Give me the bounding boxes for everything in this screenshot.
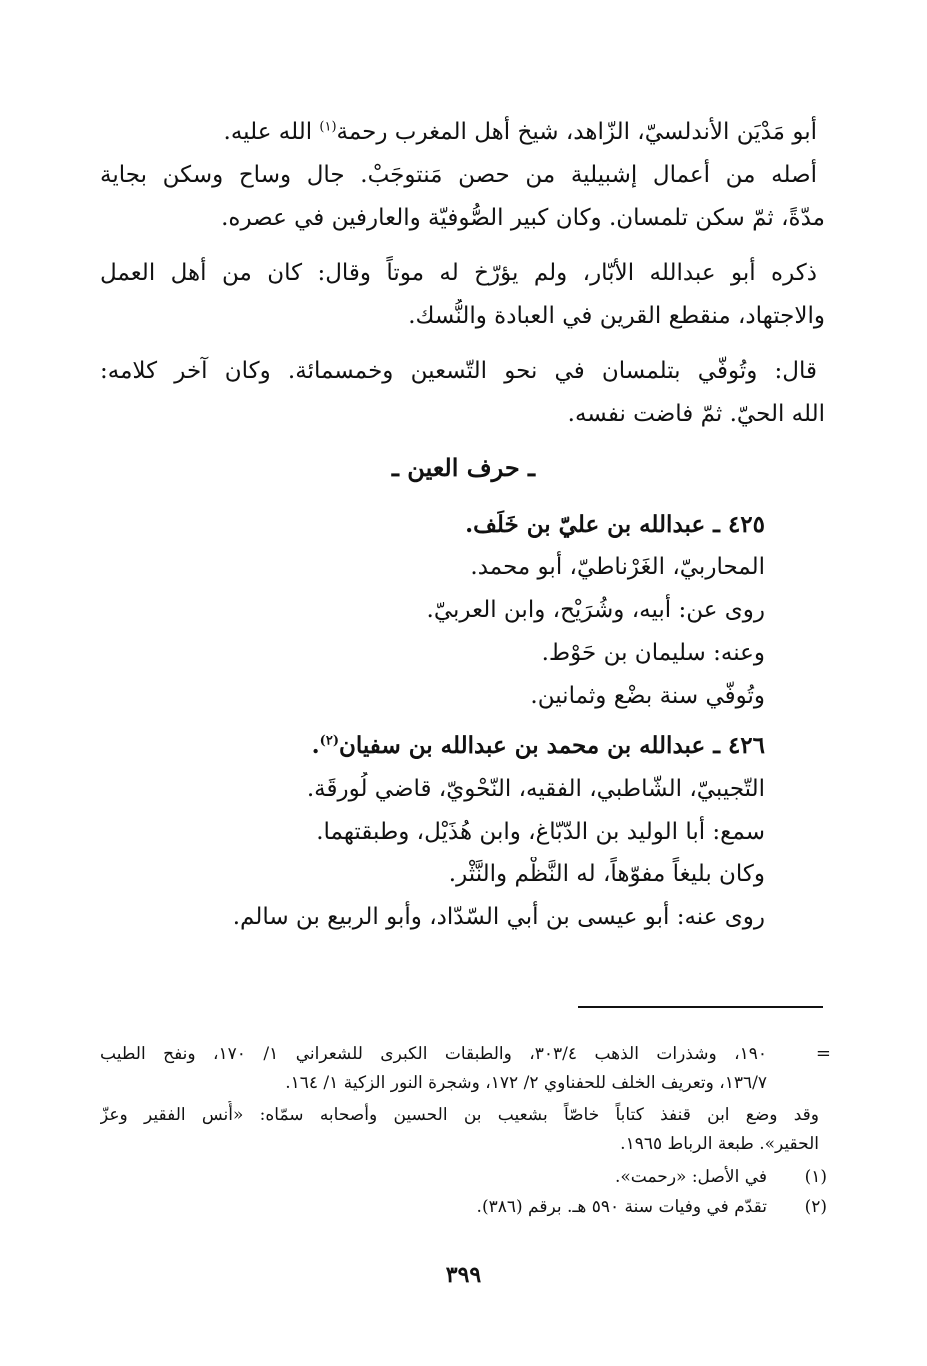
- paragraph-2-line-1: أصله من أعمال إشبيلية من حصن مَنتوجَبْ. جال وساح وسكن بجاية: [100, 162, 817, 188]
- footnote-continuation-line-3: وقد وضع ابن قنفذ كتاباً خاصّاً بشعيب بن الحسين وأصحابه سمّاه: «أُنس الفقير وعزّ: [100, 1105, 819, 1125]
- footnote-ref-1: (١): [319, 119, 337, 135]
- footnote-2-number: (٢): [804, 1197, 827, 1217]
- entry-425-line-2: روى عن: أبيه، وشُرَيْح، وابن العربيّ.: [426, 597, 765, 623]
- footnote-continuation-line-4: الحقير». طبعة الرباط ١٩٦٥.: [620, 1134, 819, 1154]
- entry-426-line-1: التّجيبيّ، الشّاطبي، الفقيه، النّحْويّ، قاضي لُورقَة.: [306, 776, 765, 802]
- paragraph-1-line-1: [100, 115, 817, 149]
- footnote-2-text: تقدّم في وفيات سنة ٥٩٠ هـ. برقم (٣٨٦).: [476, 1197, 767, 1217]
- entry-425-line-3: وعنه: سليمان بن حَوْط.: [541, 640, 765, 666]
- entry-426-line-3: وكان بليغاً مفوّهاً، له النَّظْم والنَّثْر.: [448, 861, 765, 887]
- footnote-ref-2: (٢): [319, 733, 339, 749]
- text: أبو مَدْيَن الأندلسيّ، الزّاهد، شيخ أهل المغرب رحمة: [336, 119, 817, 145]
- footnote-separator: [578, 1006, 823, 1008]
- text: .: [311, 732, 320, 759]
- paragraph-4-line-1: قال: وتُوفّي بتلمسان في نحو التّسعين وخمسمائة. وكان آخر كلامه:: [100, 358, 817, 384]
- text: ٤٢٦ ـ عبدالله بن محمد بن عبدالله بن سفيان: [338, 732, 765, 759]
- text: الله عليه.: [223, 119, 320, 145]
- entry-425-title: ٤٢٥ ـ عبدالله بن عليّ بن خَلَف.: [465, 511, 765, 538]
- page-number: ٣٩٩: [445, 1262, 482, 1288]
- paragraph-3-line-1: ذكره أبو عبدالله الأبّار، ولم يؤرّخ له موتاً وقال: كان من أهل العمل: [100, 260, 817, 286]
- entry-425-line-1: المحاربيّ، الغَرْناطيّ، أبو محمد.: [470, 554, 765, 580]
- entry-426-line-2: سمع: أبا الوليد بن الدّبّاغ، وابن هُذَيْل، وطبقتهما.: [316, 819, 765, 845]
- paragraph-4-line-2: الله الحيّ. ثمّ فاضت نفسه.: [567, 401, 825, 427]
- footnote-1-number: (١): [804, 1167, 827, 1187]
- paragraph-3-line-2: والاجتهاد، منقطع القرين في العبادة والنُّسك.: [408, 303, 825, 329]
- footnote-continuation-line-1: ١٩٠، وشذرات الذهب ٣٠٣/٤، والطبقات الكبرى للشعراني ١/ ١٧٠، ونفح الطيب: [100, 1044, 767, 1064]
- footnote-1-text: في الأصل: «رحمت».: [614, 1167, 767, 1187]
- section-heading: ـ حرف العين ـ: [391, 453, 536, 482]
- footnote-continuation-line-2: ١٣٦/٧، وتعريف الخلف للحفناوي ٢/ ١٧٢، وشجرة النور الزكية ١/ ١٦٤.: [285, 1073, 767, 1093]
- entry-426-title: [100, 729, 765, 763]
- paragraph-2-line-2: مدّةً، ثمّ سكن تلمسان. وكان كبير الصُّوفيّة والعارفين في عصره.: [221, 205, 825, 231]
- entry-426-line-4: روى عنه: أبو عيسى بن أبي السّدّاد، وأبو الربيع بن سالم.: [232, 904, 765, 930]
- continuation-mark: =: [815, 1043, 831, 1064]
- entry-425-line-4: وتُوفّي سنة بضْع وثمانين.: [530, 683, 765, 709]
